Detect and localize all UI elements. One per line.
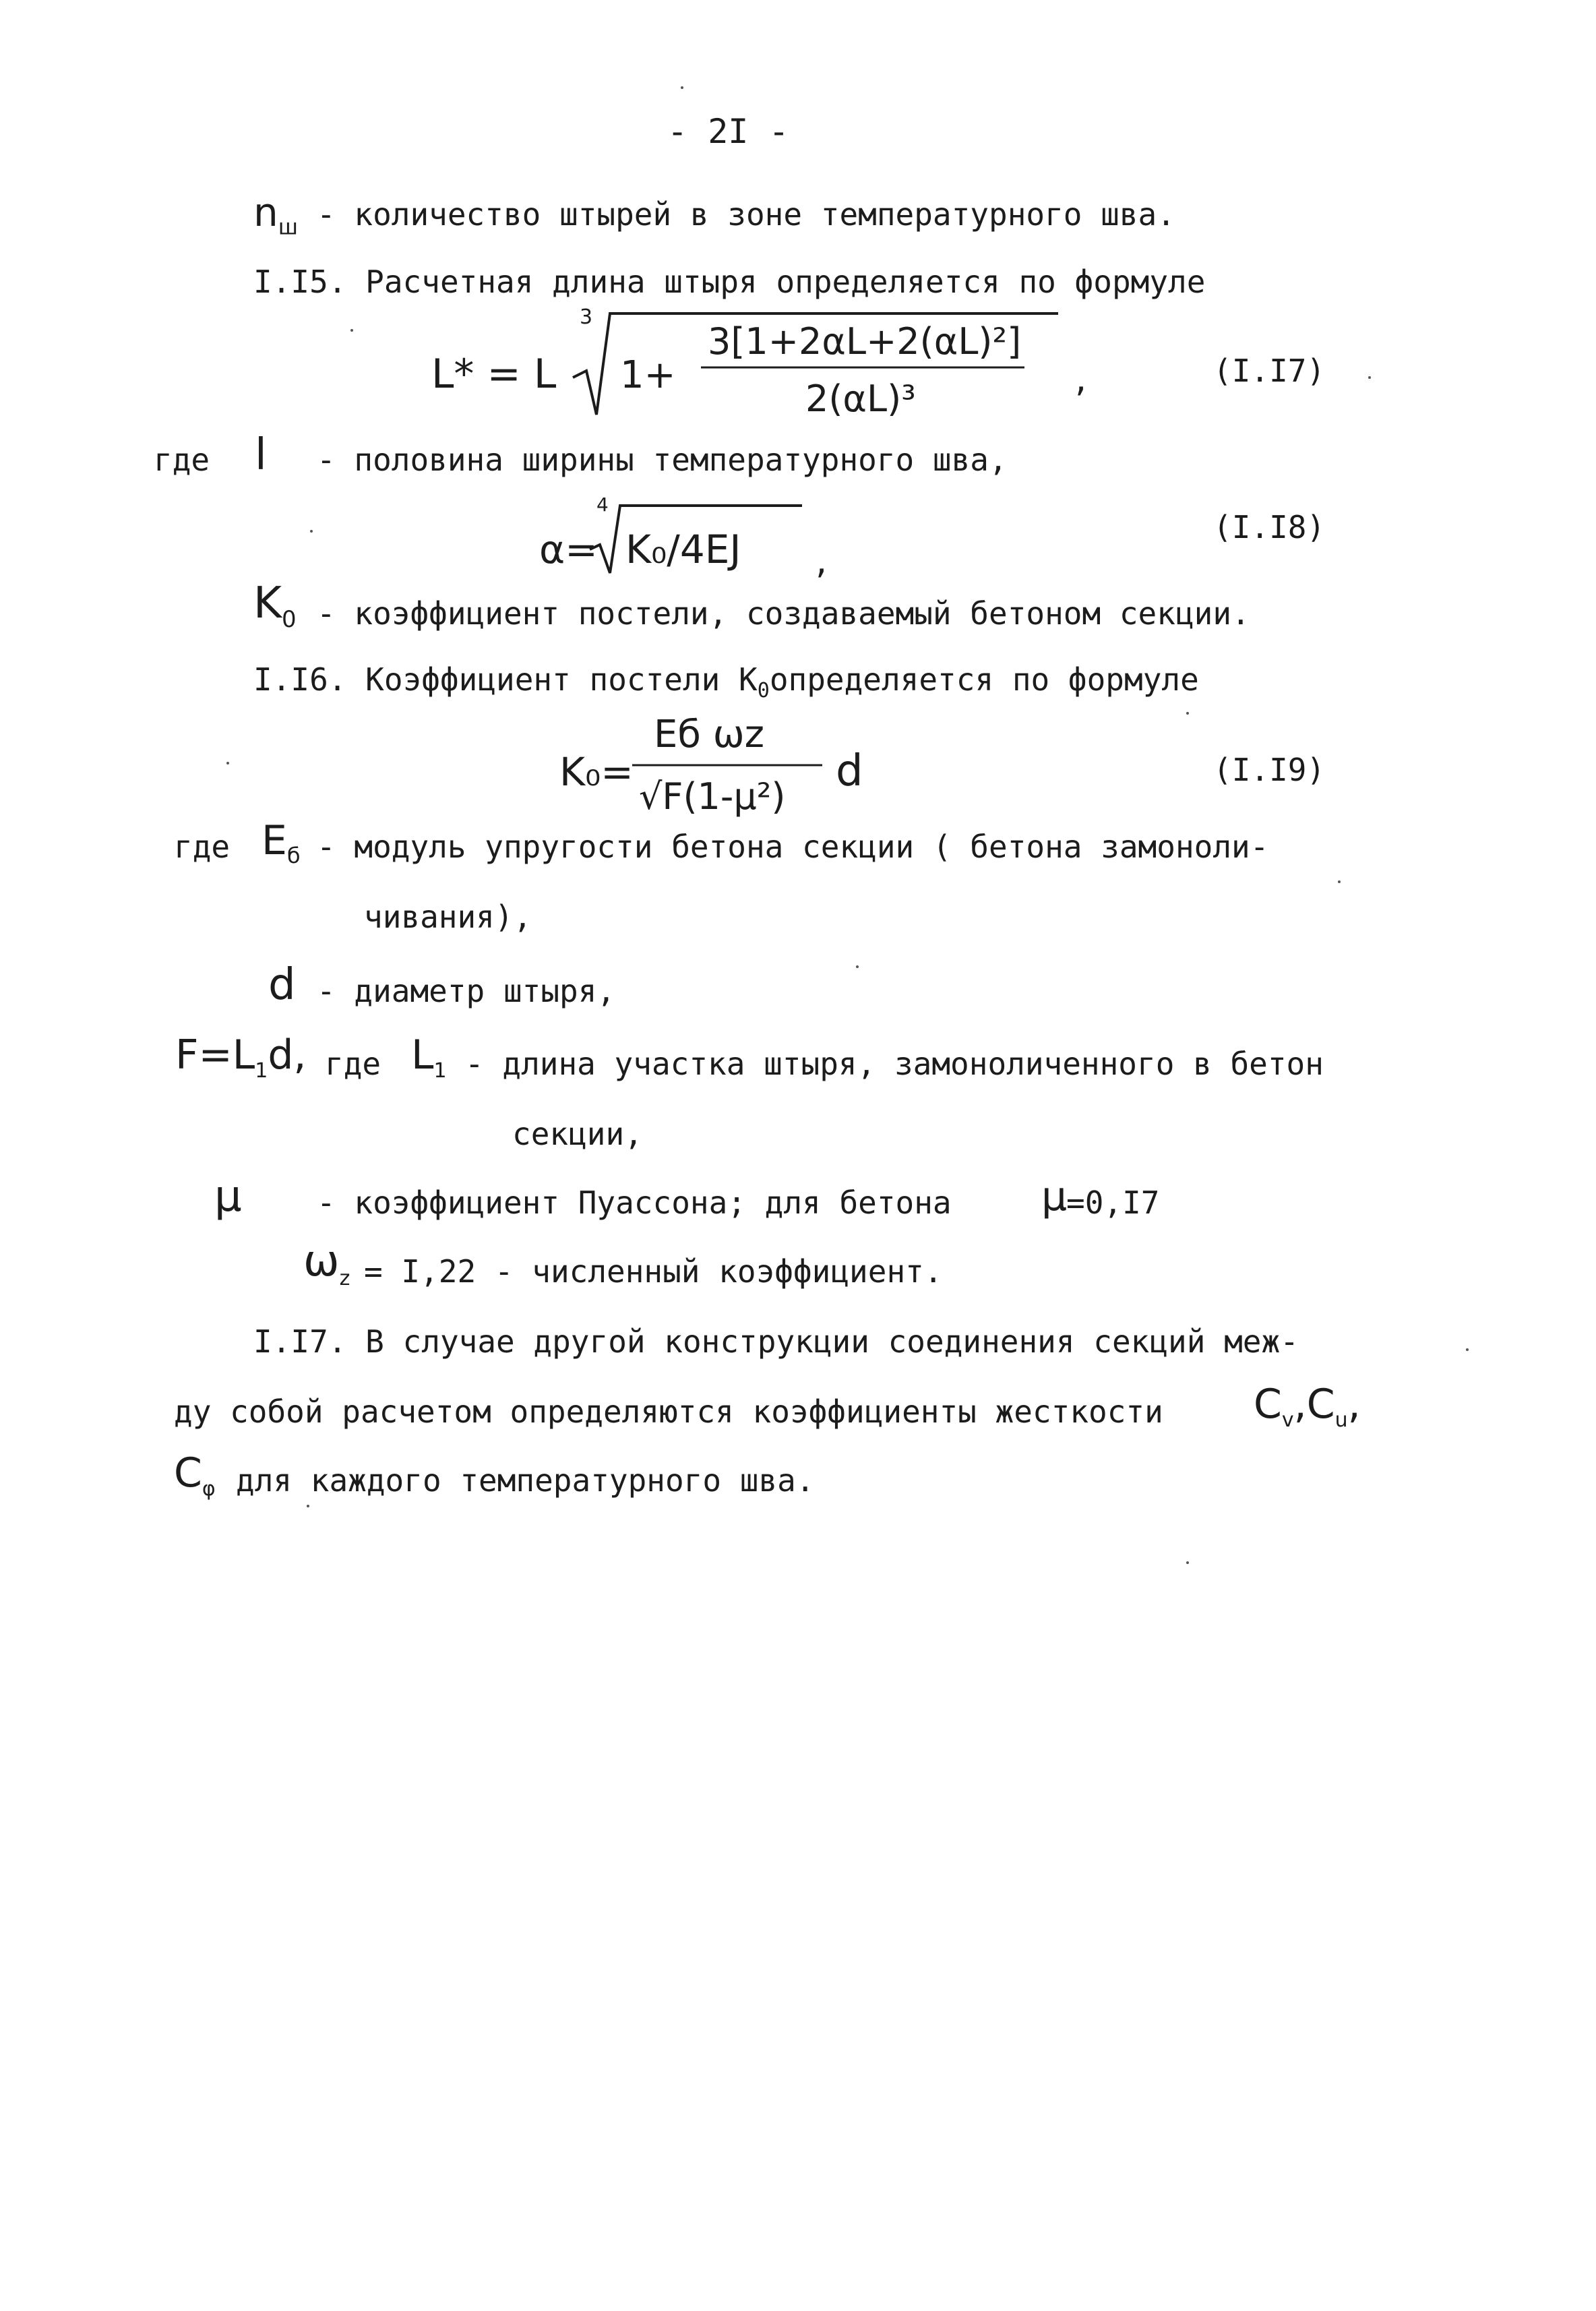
k0-symbol: $K_0$ (253, 578, 297, 633)
f-where-label: где (325, 1046, 381, 1082)
eq18-lhs: α= (539, 527, 598, 572)
scan-speck (1368, 376, 1371, 379)
scan-speck (307, 1505, 309, 1507)
eb-description: - модуль упругости бетона секции ( бетона замоноли- (317, 829, 1269, 865)
scan-speck (310, 530, 313, 533)
eq18-comma: , (816, 539, 828, 582)
n-symbol: $n_ш$ (253, 189, 299, 240)
eq19-number: (I.I9) (1213, 752, 1326, 788)
l1-description: - длина участка штыря, замоноличенного в бетон (465, 1046, 1324, 1082)
eq17-numerator: 3[1+2αL+2(αL)²] (708, 320, 1022, 363)
eq17-denominator: 2(αL)³ (805, 378, 916, 420)
eq18-root-index: 4 (596, 493, 609, 516)
stiffness-symbols: $C_v,C_u$, (1254, 1381, 1361, 1432)
where-label-2: где (174, 829, 231, 865)
mu-description: - коэффициент Пуассона; для бетона (317, 1184, 952, 1221)
n-description: - количество штырей в зоне температурного шва. (317, 196, 1175, 233)
d-description: - диаметр штыря, (317, 973, 616, 1009)
eq18-number: (I.I8) (1213, 509, 1326, 545)
omega-symbol: $\omega_z$ (303, 1236, 350, 1290)
mu-value-symbol: μ (1041, 1173, 1068, 1220)
eb-symbol: $E_б$ (262, 817, 301, 868)
l1-symbol: $L_1$ (411, 1031, 447, 1083)
paragraph-1-17-line3: для каждого температурного шва. (236, 1462, 815, 1499)
eb-description-cont: чивания), (364, 899, 532, 935)
eq17-number: (I.I7) (1213, 353, 1326, 389)
scan-speck (681, 86, 683, 89)
mu-symbol: μ (214, 1172, 242, 1222)
l-description: - половина ширины температурного шва, (317, 442, 1008, 478)
eq19-lhs: K₀= (559, 749, 634, 795)
l1-description-cont: секции, (512, 1116, 643, 1152)
page-number: - 2I - (667, 112, 789, 151)
c-phi-symbol: $C_\varphi$ (174, 1449, 216, 1501)
scan-speck (856, 965, 859, 968)
paragraph-1-16: I.I6. Коэффициент постели $K_0определяется$ по формуле (253, 661, 1199, 703)
formula-1-19 (553, 701, 903, 836)
scan-speck (1466, 1348, 1469, 1351)
k0-description: - коэффициент постели, создаваемый бетоном секции. (317, 595, 1250, 632)
eq17-root-index: 3 (580, 305, 593, 329)
eq17-lhs: L* = L (431, 351, 557, 398)
where-label-1: где (154, 442, 210, 478)
omega-description: = I,22 - численный коэффициент. (364, 1253, 943, 1290)
scan-speck (1338, 880, 1341, 883)
d-symbol: d (268, 960, 296, 1010)
paragraph-1-17-line2: ду собой расчетом определяются коэффициенты жесткости (174, 1393, 1163, 1430)
scan-speck (350, 329, 353, 332)
scan-speck (1186, 1561, 1189, 1564)
eq19-tail: d (836, 746, 863, 796)
formula-1-18 (532, 485, 842, 593)
mu-value: =0,I7 (1066, 1184, 1160, 1221)
formula-1-17 (418, 297, 1092, 431)
paragraph-1-15: I.I5. Расчетная длина штыря определяется по формуле (253, 264, 1206, 300)
l-symbol: l (255, 430, 267, 480)
eq17-one-plus: 1+ (620, 353, 676, 397)
eq17-comma: , (1075, 357, 1087, 400)
paragraph-1-17-line1: I.I7. В случае другой конструкции соединения секций меж- (253, 1323, 1299, 1360)
eq19-denominator: √F(1-μ²) (639, 775, 786, 818)
f-formula: $F=L_1d$, (175, 1031, 307, 1083)
eq18-radicand: K₀/4EJ (625, 527, 741, 572)
eq19-numerator: Eб ωz (654, 713, 765, 756)
scan-speck (1186, 712, 1189, 715)
scan-speck (226, 762, 229, 764)
